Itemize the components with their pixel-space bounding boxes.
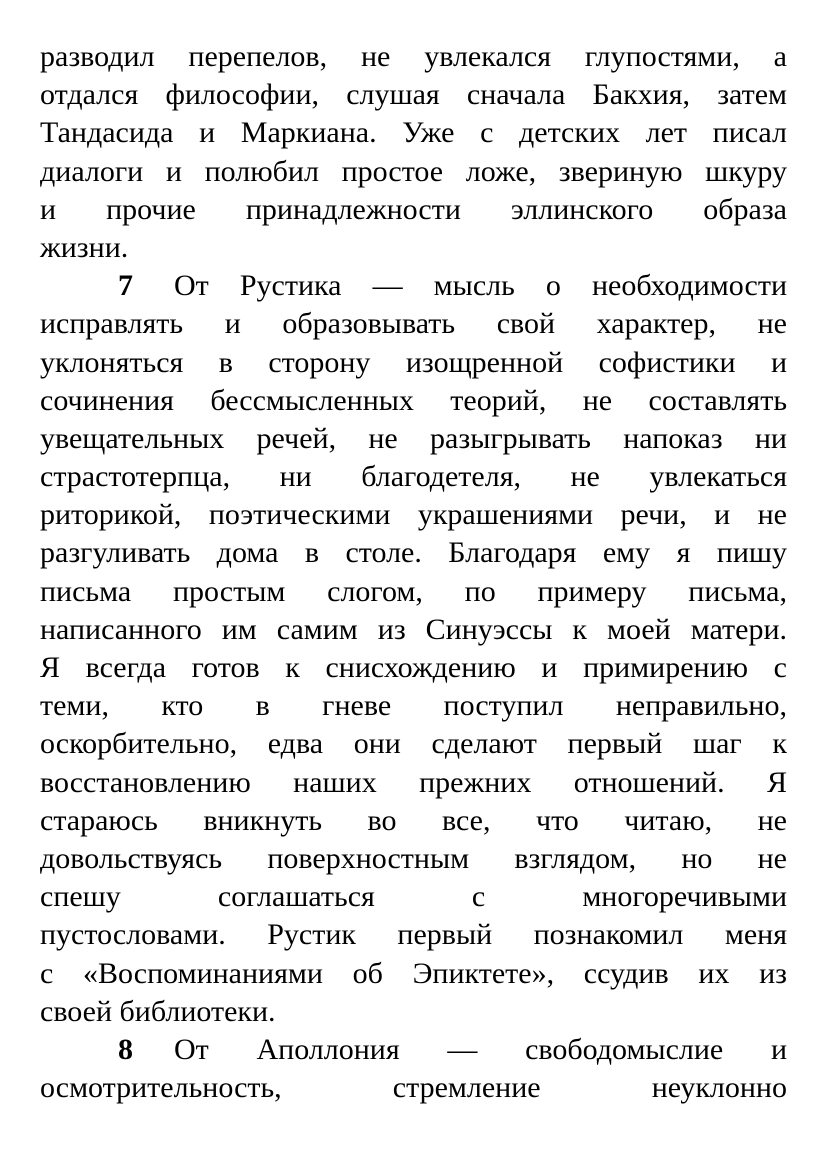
text-line: оскорбительно, едва они сделают первый шаг к xyxy=(40,727,787,761)
text-line: Я всегда готов к снисхождению и примирению с xyxy=(40,651,787,684)
text-line: разводил перепелов, не увлекался глупостями, а xyxy=(40,40,787,73)
text-line: исправлять и образовывать свой характер, не xyxy=(40,307,787,341)
text-line: диалоги и полюбил простое ложе, звериную шкуру xyxy=(40,154,787,188)
text-line: довольствуясь поверхностным взглядом, но не xyxy=(40,841,787,875)
section-number-8: 8 xyxy=(118,1032,133,1066)
text-line: написанного им самим из Синуэссы к моей матери. xyxy=(40,612,787,646)
text-line: спешу соглашаться с многоречивыми xyxy=(40,880,787,914)
text-line: отдался философии, слушая сначала Бакхия, затем xyxy=(40,78,787,112)
text-line: стараюсь вникнуть во все, что читаю, не xyxy=(40,803,787,837)
text-line: риторикой, поэтическими украшениями речи, и не xyxy=(40,498,787,532)
text-line: теми, кто в гневе поступил неправильно, xyxy=(40,689,787,723)
text-line: От Аполлония — свободомыслие и xyxy=(174,1032,787,1066)
paragraph-7-first-line xyxy=(40,267,787,305)
text-line: письма простым слогом, по примеру письма, xyxy=(40,574,787,608)
paragraph-8-first-line xyxy=(40,1031,787,1069)
text-line: страстотерпца, ни благодетеля, не увлекаться xyxy=(40,460,787,494)
text-line: сочинения бессмысленных теорий, не составлять xyxy=(40,383,787,417)
text-line: увещательных речей, не разыгрывать напоказ ни xyxy=(40,421,787,455)
text-line: разгуливать дома в столе. Благодаря ему я пишу xyxy=(40,536,787,570)
text-line: своей библиотеки. xyxy=(40,994,276,1028)
text-line: и прочие принадлежности эллинского образа xyxy=(40,192,787,226)
section-number-7: 7 xyxy=(118,269,133,303)
text-line: жизни. xyxy=(40,230,129,264)
text-line: пустословами. Рустик первый познакомил меня xyxy=(40,918,787,952)
text-line: с «Воспоминаниями об Эпиктете», ссудив их из xyxy=(40,956,787,990)
text-line: осмотрительность, стремление неуклонно xyxy=(40,1071,787,1105)
text-line: уклоняться в сторону изощренной софистики и xyxy=(40,345,787,379)
document-page xyxy=(40,38,787,1107)
text-line: Тандасида и Маркиана. Уже с детских лет писал xyxy=(40,116,787,150)
text-line: восстановлению наших прежних отношений. Я xyxy=(40,765,787,799)
text-line: От Рустика — мысль о необходимости xyxy=(174,269,787,303)
